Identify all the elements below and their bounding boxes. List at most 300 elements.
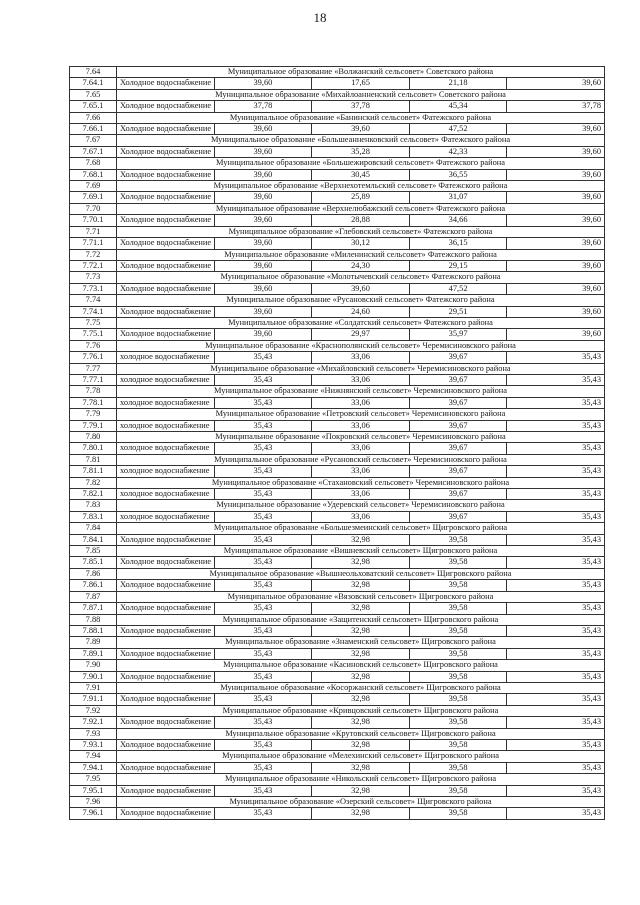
municipality-name: Муниципальное образование «Покровский сельсовет» Черемисиновского района	[117, 432, 605, 443]
tariff-row	[70, 466, 605, 477]
tariff-row	[70, 511, 605, 522]
service-name: Холодное водоснабжение	[117, 808, 215, 819]
municipality-row	[70, 477, 605, 488]
municipality-name: Муниципальное образование «Кривцовский сельсовет» Щигровского района	[117, 705, 605, 716]
tariff-row	[70, 489, 605, 500]
tariff-value-1: 37,78	[214, 101, 312, 112]
service-name: Холодное водоснабжение	[117, 785, 215, 796]
row-number: 7.79.1	[70, 420, 117, 431]
municipality-row	[70, 158, 605, 169]
service-name: Холодное водоснабжение	[117, 557, 215, 568]
tariff-value-2: 32,98	[312, 739, 410, 750]
service-name: Холодное водоснабжение	[117, 762, 215, 773]
tariff-value-4: 35,43	[507, 466, 605, 477]
tariff-value-1: 35,43	[214, 762, 312, 773]
tariff-value-4: 35,43	[507, 352, 605, 363]
row-number: 7.85	[70, 546, 117, 557]
row-number: 7.92	[70, 705, 117, 716]
tariff-row	[70, 808, 605, 819]
tariff-row	[70, 260, 605, 271]
row-number: 7.96	[70, 797, 117, 808]
tariff-value-4: 35,43	[507, 374, 605, 385]
service-name: Холодное водоснабжение	[117, 238, 215, 249]
municipality-row	[70, 203, 605, 214]
municipality-row	[70, 89, 605, 100]
municipality-row	[70, 500, 605, 511]
row-number: 7.93.1	[70, 739, 117, 750]
tariff-value-1: 39,60	[214, 283, 312, 294]
tariff-value-3: 39,67	[409, 397, 507, 408]
row-number: 7.71	[70, 226, 117, 237]
municipality-row	[70, 181, 605, 192]
row-number: 7.65.1	[70, 101, 117, 112]
municipality-row	[70, 226, 605, 237]
row-number: 7.86	[70, 568, 117, 579]
municipality-name: Муниципальное образование «Большеанненковский сельсовет» Фатежского района	[117, 135, 605, 146]
row-number: 7.68.1	[70, 169, 117, 180]
tariff-value-4: 35,43	[507, 580, 605, 591]
tariff-value-4: 35,43	[507, 511, 605, 522]
tariff-value-4: 35,43	[507, 489, 605, 500]
page-number: 18	[313, 10, 327, 25]
tariff-value-4: 39,60	[507, 215, 605, 226]
municipality-row	[70, 317, 605, 328]
tariff-value-2: 33,06	[312, 443, 410, 454]
municipality-row	[70, 454, 605, 465]
row-number: 7.77.1	[70, 374, 117, 385]
row-number: 7.78	[70, 386, 117, 397]
row-number: 7.76	[70, 340, 117, 351]
municipality-row	[70, 660, 605, 671]
service-name: холодное водоснабжение	[117, 397, 215, 408]
municipality-name: Муниципальное образование «Михайлоанненский сельсовет» Советского района	[117, 89, 605, 100]
municipality-name: Муниципальное образование «Вязовский сельсовет» Щигровского района	[117, 591, 605, 602]
service-name: холодное водоснабжение	[117, 466, 215, 477]
tariff-value-2: 33,06	[312, 420, 410, 431]
tariff-value-2: 32,98	[312, 534, 410, 545]
service-name: холодное водоснабжение	[117, 489, 215, 500]
row-number: 7.90	[70, 660, 117, 671]
row-number: 7.89	[70, 637, 117, 648]
municipality-name: Муниципальное образование «Стахановский сельсовет» Черемисиновского района	[117, 477, 605, 488]
tariff-row	[70, 352, 605, 363]
municipality-row	[70, 751, 605, 762]
tariff-value-2: 32,98	[312, 762, 410, 773]
tariff-value-4: 35,43	[507, 420, 605, 431]
service-name: холодное водоснабжение	[117, 511, 215, 522]
tariff-value-3: 36,55	[409, 169, 507, 180]
municipality-name: Муниципальное образование «Русановский сельсовет» Черемисиновского района	[117, 454, 605, 465]
tariff-value-3: 39,58	[409, 580, 507, 591]
municipality-name: Муниципальное образование «Верхнехотемльский сельсовет» Фатежского района	[117, 181, 605, 192]
tariff-value-4: 35,43	[507, 785, 605, 796]
tariff-value-4: 35,43	[507, 443, 605, 454]
municipality-name: Муниципальное образование «Солдатский сельсовет» Фатежского района	[117, 317, 605, 328]
service-name: Холодное водоснабжение	[117, 671, 215, 682]
tariff-value-1: 35,43	[214, 466, 312, 477]
row-number: 7.84	[70, 523, 117, 534]
row-number: 7.82.1	[70, 489, 117, 500]
row-number: 7.67.1	[70, 146, 117, 157]
tariff-row	[70, 192, 605, 203]
tariff-value-1: 39,60	[214, 146, 312, 157]
tariff-value-1: 35,43	[214, 717, 312, 728]
tariff-value-1: 39,60	[214, 192, 312, 203]
tariff-value-3: 39,58	[409, 808, 507, 819]
service-name: Холодное водоснабжение	[117, 329, 215, 340]
tariff-value-2: 32,98	[312, 717, 410, 728]
row-number: 7.86.1	[70, 580, 117, 591]
tariff-value-3: 39,67	[409, 466, 507, 477]
tariff-row	[70, 215, 605, 226]
row-number: 7.87	[70, 591, 117, 602]
service-name: Холодное водоснабжение	[117, 192, 215, 203]
tariff-value-2: 32,98	[312, 557, 410, 568]
service-name: Холодное водоснабжение	[117, 717, 215, 728]
municipality-row	[70, 135, 605, 146]
tariff-value-2: 33,06	[312, 511, 410, 522]
tariff-row	[70, 603, 605, 614]
tariff-row	[70, 374, 605, 385]
tariff-value-3: 39,67	[409, 352, 507, 363]
tariff-value-4: 39,60	[507, 124, 605, 135]
tariff-value-2: 29,97	[312, 329, 410, 340]
tariff-value-2: 32,98	[312, 808, 410, 819]
tariff-value-3: 39,58	[409, 648, 507, 659]
municipality-name: Муниципальное образование «Большежировский сельсовет» Фатежского района	[117, 158, 605, 169]
tariff-value-2: 35,28	[312, 146, 410, 157]
tariff-row	[70, 671, 605, 682]
tariff-value-4: 39,60	[507, 238, 605, 249]
row-number: 7.76.1	[70, 352, 117, 363]
row-number: 7.77	[70, 363, 117, 374]
tariff-value-4: 35,43	[507, 739, 605, 750]
row-number: 7.69	[70, 181, 117, 192]
tariff-row	[70, 739, 605, 750]
row-number: 7.74	[70, 295, 117, 306]
municipality-row	[70, 774, 605, 785]
tariff-value-4: 39,60	[507, 146, 605, 157]
municipality-name: Муниципальное образование «Миленинский сельсовет» Фатежского района	[117, 249, 605, 260]
row-number: 7.71.1	[70, 238, 117, 249]
row-number: 7.73.1	[70, 283, 117, 294]
row-number: 7.70	[70, 203, 117, 214]
tariff-row	[70, 306, 605, 317]
municipality-row	[70, 363, 605, 374]
municipality-name: Муниципальное образование «Знаменский сельсовет» Щигровского района	[117, 637, 605, 648]
tariff-value-4: 39,60	[507, 260, 605, 271]
tariff-value-1: 35,43	[214, 511, 312, 522]
tariff-row	[70, 717, 605, 728]
tariff-value-2: 32,98	[312, 694, 410, 705]
service-name: Холодное водоснабжение	[117, 283, 215, 294]
service-name: Холодное водоснабжение	[117, 146, 215, 157]
municipality-name: Муниципальное образование «Банинский сельсовет» Фатежского района	[117, 112, 605, 123]
row-number: 7.81	[70, 454, 117, 465]
tariff-row	[70, 397, 605, 408]
tariff-value-4: 35,43	[507, 762, 605, 773]
tariff-value-3: 47,52	[409, 283, 507, 294]
row-number: 7.88	[70, 614, 117, 625]
tariff-row	[70, 146, 605, 157]
tariff-value-4: 35,43	[507, 717, 605, 728]
row-number: 7.85.1	[70, 557, 117, 568]
tariff-table	[69, 66, 605, 820]
municipality-row	[70, 637, 605, 648]
municipality-row	[70, 409, 605, 420]
tariff-value-4: 35,43	[507, 534, 605, 545]
tariff-value-3: 39,67	[409, 443, 507, 454]
tariff-value-1: 35,43	[214, 694, 312, 705]
row-number: 7.95	[70, 774, 117, 785]
tariff-value-3: 39,67	[409, 511, 507, 522]
tariff-value-1: 35,43	[214, 489, 312, 500]
service-name: Холодное водоснабжение	[117, 215, 215, 226]
row-number: 7.94	[70, 751, 117, 762]
municipality-name: Муниципальное образование «Верхнелюбажский сельсовет» Фатежского района	[117, 203, 605, 214]
row-number: 7.65	[70, 89, 117, 100]
tariff-row	[70, 557, 605, 568]
tariff-value-2: 33,06	[312, 397, 410, 408]
service-name: Холодное водоснабжение	[117, 534, 215, 545]
service-name: Холодное водоснабжение	[117, 169, 215, 180]
tariff-value-4: 39,60	[507, 192, 605, 203]
tariff-value-3: 39,58	[409, 671, 507, 682]
tariff-value-2: 39,60	[312, 124, 410, 135]
row-number: 7.80	[70, 432, 117, 443]
row-number: 7.72.1	[70, 260, 117, 271]
row-number: 7.78.1	[70, 397, 117, 408]
municipality-row	[70, 728, 605, 739]
tariff-value-2: 25,89	[312, 192, 410, 203]
service-name: холодное водоснабжение	[117, 443, 215, 454]
tariff-value-1: 35,43	[214, 625, 312, 636]
tariff-value-3: 39,58	[409, 762, 507, 773]
tariff-value-2: 17,65	[312, 78, 410, 89]
tariff-row	[70, 101, 605, 112]
tariff-value-4: 39,60	[507, 306, 605, 317]
municipality-name: Муниципальное образование «Крутовский сельсовет» Щигровского района	[117, 728, 605, 739]
tariff-value-1: 35,43	[214, 374, 312, 385]
municipality-name: Муниципальное образование «Петровский сельсовет» Черемисиновского района	[117, 409, 605, 420]
tariff-table-body	[70, 67, 605, 820]
tariff-value-3: 39,67	[409, 489, 507, 500]
row-number: 7.64	[70, 67, 117, 78]
tariff-row	[70, 78, 605, 89]
service-name: Холодное водоснабжение	[117, 694, 215, 705]
row-number: 7.79	[70, 409, 117, 420]
municipality-name: Муниципальное образование «Молотычевский сельсовет» Фатежского района	[117, 272, 605, 283]
tariff-value-3: 47,52	[409, 124, 507, 135]
row-number: 7.64.1	[70, 78, 117, 89]
tariff-value-2: 32,98	[312, 648, 410, 659]
tariff-value-3: 39,58	[409, 625, 507, 636]
tariff-value-3: 31,07	[409, 192, 507, 203]
service-name: Холодное водоснабжение	[117, 260, 215, 271]
tariff-value-3: 39,58	[409, 739, 507, 750]
tariff-value-1: 35,43	[214, 397, 312, 408]
municipality-row	[70, 272, 605, 283]
tariff-value-2: 32,98	[312, 785, 410, 796]
tariff-row	[70, 420, 605, 431]
municipality-row	[70, 568, 605, 579]
municipality-name: Муниципальное образование «Защитенский сельсовет» Щигровского района	[117, 614, 605, 625]
tariff-value-2: 30,45	[312, 169, 410, 180]
municipality-name: Муниципальное образование «Вишневский сельсовет» Щигровского района	[117, 546, 605, 557]
tariff-value-4: 37,78	[507, 101, 605, 112]
municipality-row	[70, 523, 605, 534]
row-number: 7.80.1	[70, 443, 117, 454]
service-name: Холодное водоснабжение	[117, 124, 215, 135]
tariff-value-2: 30,12	[312, 238, 410, 249]
service-name: Холодное водоснабжение	[117, 580, 215, 591]
tariff-value-2: 24,60	[312, 306, 410, 317]
tariff-value-2: 32,98	[312, 625, 410, 636]
municipality-row	[70, 67, 605, 78]
municipality-name: Муниципальное образование «Большезмеинский сельсовет» Щигровского района	[117, 523, 605, 534]
municipality-name: Муниципальное образование «Вышнеольховатский сельсовет» Щигровского района	[117, 568, 605, 579]
tariff-row	[70, 648, 605, 659]
row-number: 7.84.1	[70, 534, 117, 545]
municipality-row	[70, 112, 605, 123]
tariff-value-3: 29,51	[409, 306, 507, 317]
tariff-row	[70, 124, 605, 135]
tariff-value-3: 39,58	[409, 785, 507, 796]
tariff-row	[70, 785, 605, 796]
tariff-value-2: 33,06	[312, 489, 410, 500]
row-number: 7.72	[70, 249, 117, 260]
tariff-value-3: 21,18	[409, 78, 507, 89]
tariff-value-1: 35,43	[214, 603, 312, 614]
tariff-value-1: 35,43	[214, 785, 312, 796]
row-number: 7.75.1	[70, 329, 117, 340]
tariff-value-1: 39,60	[214, 260, 312, 271]
tariff-value-1: 35,43	[214, 671, 312, 682]
tariff-value-4: 39,60	[507, 169, 605, 180]
tariff-value-4: 35,43	[507, 694, 605, 705]
service-name: Холодное водоснабжение	[117, 648, 215, 659]
tariff-value-1: 35,43	[214, 648, 312, 659]
tariff-value-3: 34,66	[409, 215, 507, 226]
row-number: 7.73	[70, 272, 117, 283]
tariff-value-2: 33,06	[312, 466, 410, 477]
tariff-value-1: 39,60	[214, 124, 312, 135]
tariff-value-3: 39,58	[409, 557, 507, 568]
tariff-value-4: 35,43	[507, 671, 605, 682]
municipality-row	[70, 797, 605, 808]
tariff-value-4: 35,43	[507, 625, 605, 636]
municipality-name: Муниципальное образование «Глебовский сельсовет» Фатежского района	[117, 226, 605, 237]
tariff-value-2: 24,30	[312, 260, 410, 271]
tariff-value-1: 35,43	[214, 420, 312, 431]
tariff-value-1: 39,60	[214, 238, 312, 249]
tariff-value-2: 37,78	[312, 101, 410, 112]
tariff-value-2: 33,06	[312, 352, 410, 363]
service-name: холодное водоснабжение	[117, 420, 215, 431]
tariff-row	[70, 283, 605, 294]
row-number: 7.67	[70, 135, 117, 146]
tariff-value-2: 32,98	[312, 580, 410, 591]
tariff-value-2: 33,06	[312, 374, 410, 385]
row-number: 7.66.1	[70, 124, 117, 135]
municipality-row	[70, 546, 605, 557]
tariff-row	[70, 443, 605, 454]
municipality-name: Муниципальное образование «Нижнянский сельсовет» Черемисиновского района	[117, 386, 605, 397]
service-name: холодное водоснабжение	[117, 374, 215, 385]
municipality-row	[70, 386, 605, 397]
tariff-value-3: 39,58	[409, 694, 507, 705]
row-number: 7.90.1	[70, 671, 117, 682]
service-name: Холодное водоснабжение	[117, 78, 215, 89]
tariff-row	[70, 580, 605, 591]
row-number: 7.81.1	[70, 466, 117, 477]
row-number: 7.82	[70, 477, 117, 488]
municipality-row	[70, 591, 605, 602]
row-number: 7.96.1	[70, 808, 117, 819]
municipality-name: Муниципальное образование «Косоржанский сельсовет» Щигровского района	[117, 682, 605, 693]
tariff-value-1: 35,43	[214, 534, 312, 545]
tariff-row	[70, 329, 605, 340]
municipality-name: Муниципальное образование «Русановский сельсовет» Фатежского района	[117, 295, 605, 306]
service-name: холодное водоснабжение	[117, 352, 215, 363]
row-number: 7.83.1	[70, 511, 117, 522]
row-number: 7.70.1	[70, 215, 117, 226]
row-number: 7.91	[70, 682, 117, 693]
tariff-row	[70, 169, 605, 180]
tariff-value-2: 28,88	[312, 215, 410, 226]
tariff-row	[70, 762, 605, 773]
tariff-row	[70, 238, 605, 249]
row-number: 7.75	[70, 317, 117, 328]
tariff-row	[70, 625, 605, 636]
tariff-value-4: 35,43	[507, 603, 605, 614]
row-number: 7.66	[70, 112, 117, 123]
tariff-value-3: 39,58	[409, 534, 507, 545]
tariff-value-1: 35,43	[214, 739, 312, 750]
tariff-value-3: 39,58	[409, 717, 507, 728]
tariff-value-1: 35,43	[214, 808, 312, 819]
tariff-value-3: 45,34	[409, 101, 507, 112]
municipality-name: Муниципальное образование «Озерский сельсовет» Щигровского района	[117, 797, 605, 808]
tariff-value-1: 39,60	[214, 306, 312, 317]
row-number: 7.92.1	[70, 717, 117, 728]
tariff-value-1: 39,60	[214, 78, 312, 89]
tariff-value-4: 35,43	[507, 397, 605, 408]
municipality-name: Муниципальное образование «Касиновский сельсовет» Щигровского района	[117, 660, 605, 671]
row-number: 7.83	[70, 500, 117, 511]
municipality-row	[70, 682, 605, 693]
row-number: 7.93	[70, 728, 117, 739]
municipality-row	[70, 432, 605, 443]
service-name: Холодное водоснабжение	[117, 739, 215, 750]
row-number: 7.69.1	[70, 192, 117, 203]
tariff-value-4: 35,43	[507, 808, 605, 819]
tariff-value-1: 35,43	[214, 352, 312, 363]
tariff-value-1: 35,43	[214, 443, 312, 454]
municipality-row	[70, 340, 605, 351]
tariff-value-3: 39,67	[409, 420, 507, 431]
tariff-value-1: 39,60	[214, 169, 312, 180]
row-number: 7.87.1	[70, 603, 117, 614]
row-number: 7.89.1	[70, 648, 117, 659]
row-number: 7.94.1	[70, 762, 117, 773]
municipality-row	[70, 295, 605, 306]
row-number: 7.91.1	[70, 694, 117, 705]
tariff-row	[70, 694, 605, 705]
tariff-value-4: 35,43	[507, 648, 605, 659]
row-number: 7.95.1	[70, 785, 117, 796]
municipality-name: Муниципальное образование «Краснополянский сельсовет» Черемисиновского района	[117, 340, 605, 351]
